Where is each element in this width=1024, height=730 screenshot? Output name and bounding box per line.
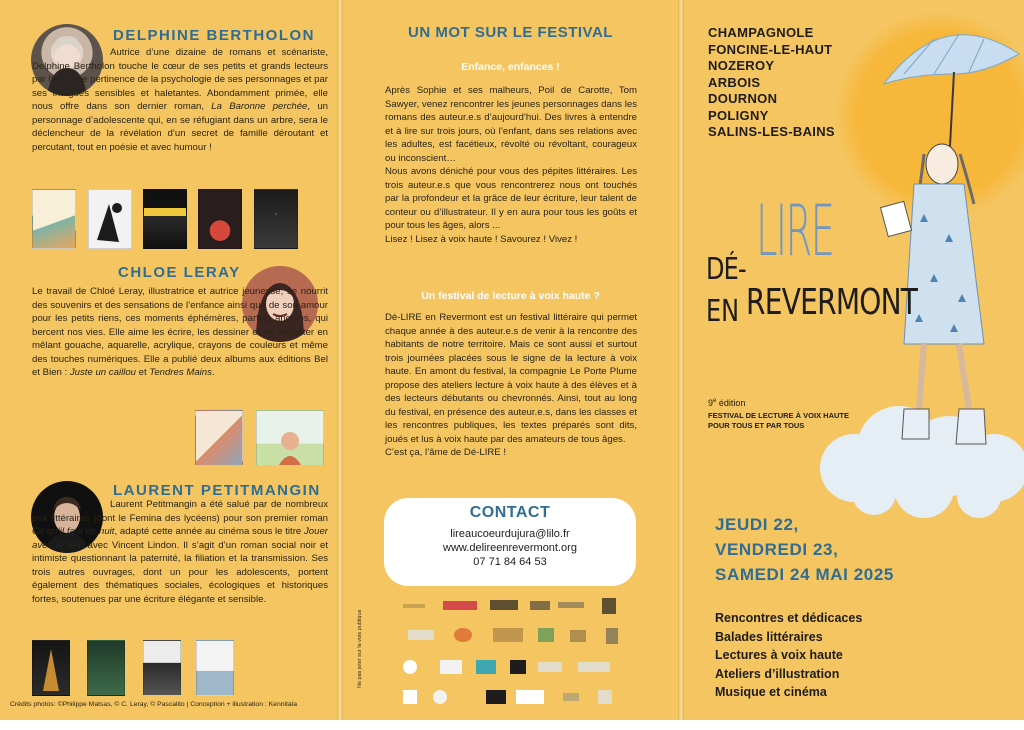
author1-name: DELPHINE BERTHOLON (113, 27, 316, 44)
tagline-line-2: POUR TOUS ET PAR TOUS (708, 421, 805, 430)
festival-text-2 (385, 311, 637, 460)
town-name: ARBOIS (708, 74, 761, 90)
contact-box (384, 498, 636, 586)
para-2: Nous avons déniché pour vous des pépites littéraires. Les trois auteur.e.s que vous rencontrerez nous ont touchés par la profondeur et la grâce de leur écriture, leur talent de conteur ou d’illustrateur. Il y en aura pour tous les goûts et pour tous les âges, alors ... (385, 166, 637, 231)
logo-en: EN (706, 294, 740, 329)
para-1: Après Sophie et ses malheurs, Poil de Carotte, Tom Sawyer, venez rencontrer les jeunes personnages dans les romans des auteur.e.s d’aujourd’hui. Des livres à entendre et à lire sur trois jours, où l’enfant, dans ses relations avec les adultes, est facétieux, révolté ou révoltant, courageux ou inconscient… (385, 85, 637, 164)
author2-bio-b: et (136, 367, 150, 378)
author2-name: CHLOE LERAY (118, 264, 241, 281)
book-cover (256, 410, 324, 466)
sponsor-logo (530, 601, 550, 610)
para-3: Lisez ! Lisez à voix haute ! Savourez ! Vivez ! (385, 233, 578, 245)
sponsor-logo (558, 602, 584, 608)
sponsor-logo (490, 600, 518, 610)
town-name: POLIGNY (708, 107, 769, 123)
author3-book-title-2: Jouer avec le feu (32, 526, 328, 551)
festival-text-1 (385, 84, 637, 246)
book-cover (32, 640, 70, 696)
book-cover (196, 640, 234, 696)
author2-book-title: Juste un caillou (69, 367, 137, 378)
contact-website[interactable]: www.delireenrevermont.org (443, 542, 577, 554)
sponsor-logo (443, 601, 477, 610)
author1-book-title: La Baronne perchée (211, 101, 308, 112)
sponsor-logo (538, 662, 562, 672)
date-line: SAMEDI 24 MAI 2025 (715, 565, 894, 584)
logo-lire: LIRE (756, 190, 834, 272)
sponsor-logo (493, 628, 523, 642)
festival-dates (715, 512, 894, 587)
sponsor-logo (606, 628, 618, 644)
festival-logo (698, 190, 918, 370)
activity-item: Ateliers d’illustration (715, 666, 840, 681)
book-cover (32, 189, 76, 249)
sponsor-logo (408, 630, 434, 640)
author1-bio-b: , un personnage d’adolescente qui, en se réfugiant dans un arbre, sera le déclencheur de la révélation d’un secret de famille déroutant et percutant, tout en poésie et avec humour ! (32, 101, 328, 153)
author2-bio-c: . (211, 367, 215, 378)
subtitle-voix-haute: Un festival de lecture à voix haute ? (421, 290, 600, 302)
sponsor-logo (433, 690, 447, 704)
contact-email[interactable]: lireaucoeurdujura@lilo.fr (450, 528, 570, 540)
edition-number: 9 (708, 398, 714, 408)
book-cover (198, 189, 242, 249)
town-name: DOURNON (708, 91, 778, 106)
panel-authors (0, 0, 337, 720)
panel-cover (684, 0, 1024, 720)
town-name: NOZEROY (708, 58, 775, 73)
photo-credits: Crédits photos: ©Philippe Matsas, © C. Leray, © Pascalito | Conception + illustration : Kennitala (10, 701, 297, 708)
author1-bio-a: Autrice d’une dizaine de romans et scénariste, Delphine Bertholon touche le cœur de ses petits et grands lecteurs par l’extrême pertinence de la psychologie de ses personnages et par ses intrigues sensibles et haletantes. Abondamment primée, elle nous offre dans son dernier roman, (32, 47, 328, 112)
sponsor-logo (570, 630, 586, 642)
date-line: JEUDI 22, (715, 515, 799, 534)
sponsor-logo (440, 660, 462, 674)
author1-bio (32, 46, 328, 154)
author3-bio-b: , adapté cette année au cinéma sous le titre (114, 526, 304, 537)
activity-item: Musique et cinéma (715, 685, 827, 699)
author2-book-title-2: Tendres Mains (149, 367, 212, 378)
towns-list (708, 25, 835, 141)
sponsor-logo (598, 690, 612, 704)
activity-item: Balades littéraires (715, 629, 823, 644)
sponsor-logos (398, 598, 638, 713)
activities-list (715, 609, 862, 702)
logo-revermont: REVERMONT (746, 282, 918, 323)
book-cover (87, 640, 125, 696)
sponsor-logo (578, 662, 610, 672)
sponsor-logo (602, 598, 616, 614)
tagline-line-1: FESTIVAL DE LECTURE À VOIX HAUTE (708, 411, 849, 420)
book-cover (195, 410, 243, 466)
author2-bio (32, 285, 328, 380)
author3-bio (32, 498, 328, 606)
town-name: CHAMPAGNOLE (708, 25, 814, 40)
book-cover (143, 640, 181, 696)
section-title: UN MOT SUR LE FESTIVAL (408, 24, 613, 41)
vertical-note: Ne pas jeter sur la voie publique (357, 609, 363, 688)
activity-item: Rencontres et dédicaces (715, 611, 863, 625)
tagline (708, 411, 849, 431)
town-name: FONCINE-LE-HAUT (708, 41, 833, 57)
author2-bio-a: Le travail de Chloé Leray, illustratrice et autrice jeunesse, se nourrit des souvenirs et des sensations de l’enfance ainsi que de son amour pour les petits riens, ces moments éphémères, parfois anodins, qui bercent nos vies. Elle aime les écrire, les dessiner et les raconter en mêlant gouache, aquarelle, acrylique, crayons de couleurs et même des touches numériques. Elle a publié deux albums aux éditions Bel et Bien : (32, 286, 328, 378)
author3-book-title: Ce qu’il faut de nuit (32, 526, 115, 537)
panel-festival (343, 0, 678, 720)
activity-item: Lectures à voix haute (715, 648, 843, 662)
sponsor-logo (403, 660, 417, 674)
logo-de: DÉ- (706, 252, 746, 287)
sponsor-logo (538, 628, 554, 642)
author3-name: LAURENT PETITMANGIN (113, 482, 321, 499)
sponsor-logo (486, 690, 506, 704)
sponsor-logo (510, 660, 526, 674)
sponsor-logo (403, 604, 425, 608)
author3-bio-c: , avec Vincent Lindon. Il s’agit d’un roman social noir et intimiste questionnant la paternité, la filiation et la transmission. Ses trois autres ouvrages, dont un pour les adolescents, portent également des thématiques sociales, écologiques et historiques fortes, soutenues par une écriture élégante et sensible. (32, 539, 328, 605)
subtitle-enfance: Enfance, enfances ! (461, 61, 560, 73)
book-cover: · (254, 189, 298, 249)
town-name: SALINS-LES-BAINS (708, 124, 835, 139)
book-cover (88, 189, 132, 249)
date-line: VENDREDI 23, (715, 540, 839, 559)
author3-bio-a: Laurent Petitmangin a été salué par de nombreux prix littéraires (dont le Femina des lycéens) pour son premier roman (32, 499, 328, 524)
sponsor-logo (476, 660, 496, 674)
book-cover (143, 189, 187, 249)
sponsor-logo (563, 693, 579, 701)
para-5: C’est ça, l’âme de Dé-LIRE ! (385, 447, 507, 458)
edition-label (708, 398, 745, 408)
sponsor-logo (403, 690, 417, 704)
contact-phone[interactable]: 07 71 84 64 53 (473, 556, 547, 568)
sponsor-logo (516, 690, 544, 704)
para-4: Dé-LIRE en Revermont est un festival littéraire qui permet chaque année à des auteur.e.s de venir à la rencontre des habitants de notre territoire. Mais ce sont aussi et surtout trois journées placées sous le signe de la lecture à voix haute. En amont du festival, la compagnie Le Porte Plume propose des ateliers lecture à voix haute à des élèves et à des lecteurs débutants ou chevronnés. Ainsi, tout au long du festival, en présence des auteur.e.s, dans les classes et les rencontres publiques, les textes préparés sont dits, joués et lus à voix haute par des amateurs de tous âges. (385, 312, 637, 445)
sponsor-logo (454, 628, 472, 642)
contact-title: CONTACT (469, 504, 551, 521)
edition-word: édition (716, 398, 746, 408)
edition-sup: e (713, 398, 717, 404)
